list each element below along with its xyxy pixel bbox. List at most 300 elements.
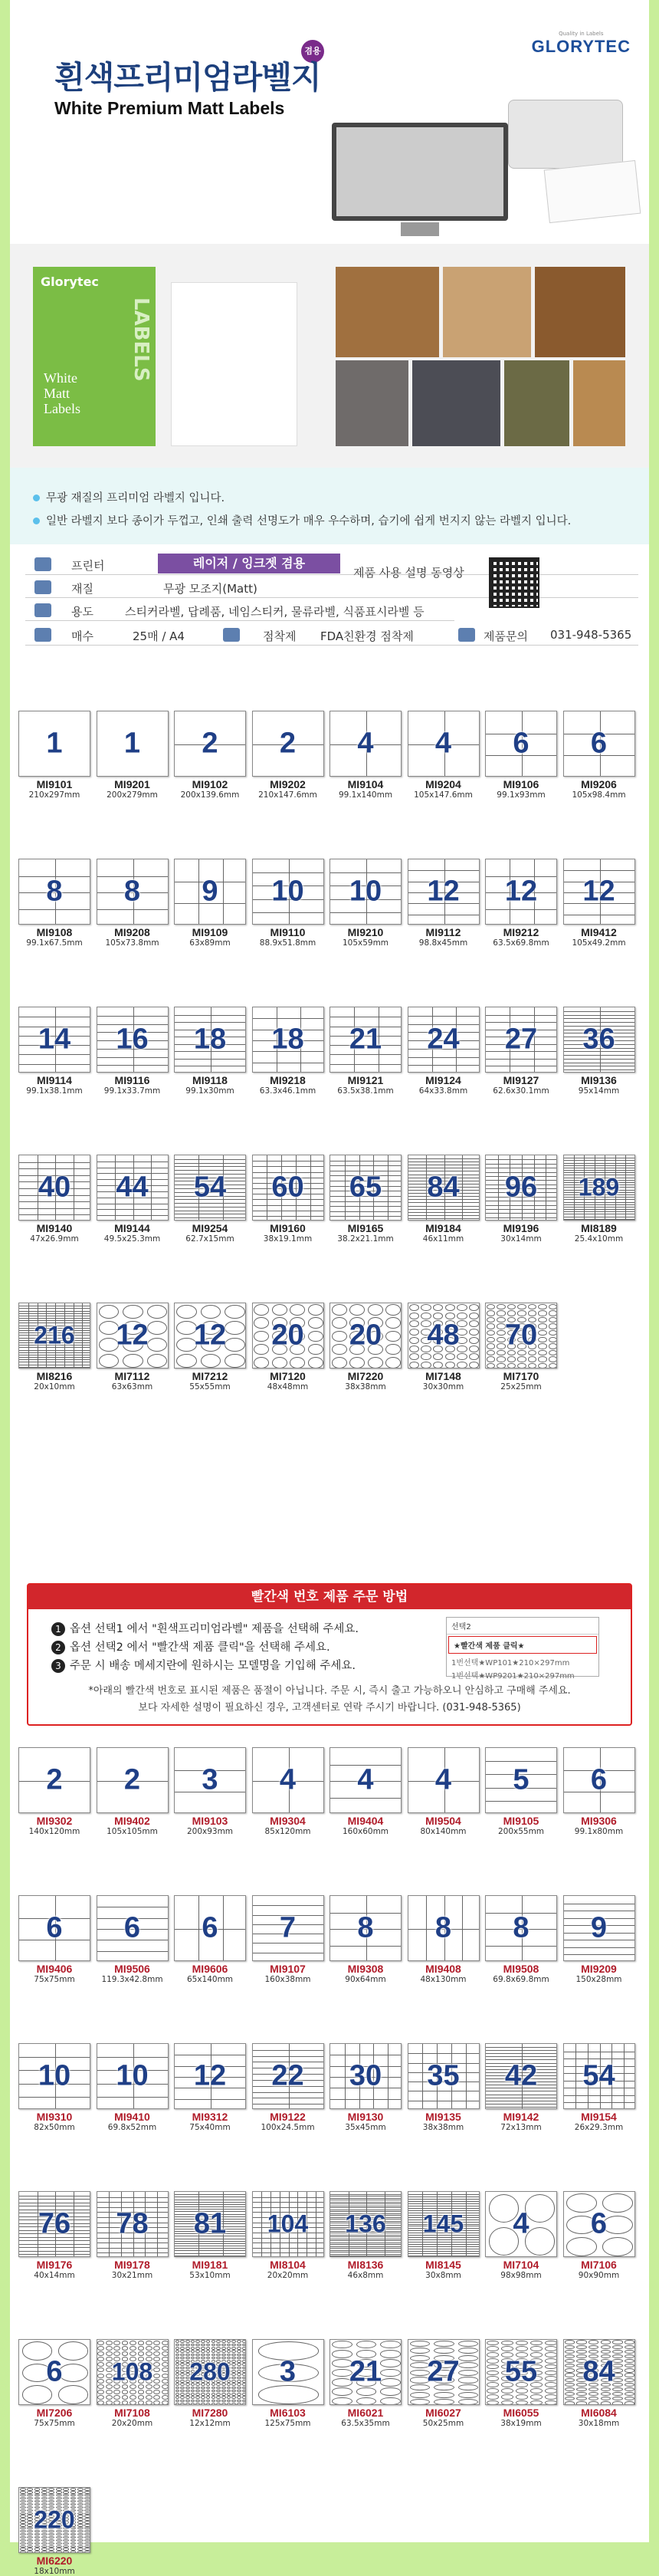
- label-circle: [227, 2354, 231, 2357]
- brand-tagline: Quality in Labels: [559, 31, 604, 37]
- label-count: 65: [349, 1171, 382, 1204]
- label-size: 100x24.5mm: [261, 2123, 315, 2132]
- label-sheet-preview: [97, 2339, 169, 2405]
- label-product[interactable]: [327, 1744, 404, 1836]
- label-circle: [237, 2354, 241, 2357]
- label-product[interactable]: [250, 856, 326, 948]
- label-circle: [528, 1356, 536, 1362]
- grid-line: [408, 1016, 480, 1017]
- label-circle: [487, 1304, 495, 1309]
- label-circle: [308, 1357, 323, 1368]
- page-frame: [10, 0, 649, 2576]
- label-product[interactable]: [94, 1300, 171, 1392]
- label-circle: [153, 2351, 160, 2356]
- label-circle: [206, 2350, 211, 2353]
- label-circle: [20, 2542, 26, 2545]
- label-circle: [84, 2536, 90, 2538]
- label-circle: [191, 2344, 195, 2347]
- label-circle: [130, 2395, 136, 2400]
- label-size: 69.8x52mm: [107, 2123, 157, 2132]
- label-circle: [20, 2545, 26, 2548]
- label-circle: [106, 2395, 113, 2400]
- label-circle: [227, 2390, 231, 2393]
- label-circle: [409, 1362, 419, 1368]
- grid-line: [486, 1801, 557, 1802]
- label-circle: [41, 2548, 48, 2550]
- label-circle: [221, 2354, 226, 2357]
- label-size: 50x25mm: [422, 2419, 464, 2428]
- model-number: MI9204: [425, 778, 461, 790]
- label-product[interactable]: [250, 708, 326, 800]
- label-circle: [545, 2394, 557, 2400]
- label-product[interactable]: [561, 1004, 638, 1096]
- label-product[interactable]: [94, 2336, 171, 2428]
- label-product[interactable]: [561, 1744, 638, 1836]
- label-sheet-preview: [252, 1895, 324, 1961]
- label-product[interactable]: [250, 2188, 326, 2280]
- spec-label: 매수: [71, 629, 93, 643]
- label-circle: [106, 2390, 113, 2394]
- label-product[interactable]: [483, 1004, 559, 1096]
- label-sheet-preview: [408, 2191, 480, 2257]
- label-count: 4: [434, 727, 452, 760]
- label-circle: [445, 1304, 455, 1311]
- label-product[interactable]: [172, 1892, 248, 1984]
- label-circle: [195, 2393, 200, 2396]
- label-product[interactable]: [561, 1892, 638, 1984]
- label-count: 280: [189, 2358, 231, 2386]
- label-circle: [27, 2542, 33, 2545]
- label-circle: [84, 2545, 90, 2548]
- printer-image: [508, 100, 623, 169]
- option-select-demo: [446, 1617, 599, 1681]
- label-count: 3: [202, 1763, 218, 1796]
- label-circle: [180, 2354, 185, 2357]
- label-circle: [175, 2350, 180, 2353]
- model-number: MI9402: [114, 1815, 150, 1827]
- label-circle: [601, 2392, 611, 2396]
- model-number: MI9122: [270, 2111, 306, 2123]
- label-product[interactable]: [250, 1152, 326, 1244]
- label-product[interactable]: [172, 1300, 248, 1392]
- label-product[interactable]: [250, 2336, 326, 2428]
- label-circle: [20, 2539, 26, 2542]
- label-count: 6: [46, 2355, 63, 2388]
- label-product[interactable]: [172, 1152, 248, 1244]
- label-product[interactable]: [327, 1004, 404, 1096]
- label-circle: [162, 2390, 169, 2394]
- label-circle: [70, 2548, 77, 2550]
- grid-line: [253, 1905, 324, 1906]
- label-product[interactable]: [16, 708, 93, 800]
- label-product[interactable]: [561, 2336, 638, 2428]
- label-size: 75x75mm: [34, 1975, 75, 1984]
- label-sheet-preview: [485, 859, 557, 925]
- label-circle: [191, 2387, 195, 2390]
- label-product[interactable]: [172, 708, 248, 800]
- label-product[interactable]: [16, 2336, 93, 2428]
- model-number: MI9202: [270, 778, 306, 790]
- label-circle: [27, 2494, 33, 2496]
- label-product[interactable]: [327, 1152, 404, 1244]
- label-sheet-preview: [408, 1303, 480, 1368]
- label-sheet-preview: [252, 711, 324, 777]
- label-product[interactable]: [172, 2336, 248, 2428]
- grid-line: [330, 1216, 402, 1217]
- label-circle: [421, 1313, 431, 1319]
- label-product[interactable]: [561, 1152, 638, 1244]
- label-product[interactable]: [405, 2336, 482, 2428]
- label-circle: [122, 2346, 129, 2351]
- label-product[interactable]: [250, 1004, 326, 1096]
- label-count: 104: [267, 2210, 309, 2238]
- label-circle: [589, 2401, 598, 2405]
- label-circle: [113, 2346, 120, 2351]
- model-number: MI7148: [425, 1370, 461, 1382]
- label-circle: [153, 2346, 160, 2351]
- grid-line: [408, 2201, 480, 2202]
- label-product[interactable]: [250, 2040, 326, 2132]
- label-product[interactable]: [327, 2336, 404, 2428]
- label-sheet-preview: [18, 2487, 90, 2553]
- grid-line: [486, 1761, 557, 1762]
- label-circle: [332, 2397, 352, 2405]
- label-circle: [175, 2387, 180, 2390]
- label-size: 47x26.9mm: [30, 1234, 79, 1244]
- label-circle: [185, 2400, 190, 2403]
- label-circle: [77, 2539, 84, 2542]
- label-circle: [180, 2387, 185, 2390]
- label-circle: [122, 2390, 129, 2394]
- label-count: 4: [513, 2207, 529, 2240]
- label-count: 18: [193, 1023, 227, 1056]
- label-circle: [349, 1357, 365, 1368]
- label-circle: [237, 2390, 241, 2393]
- label-sheet-preview: [18, 859, 90, 925]
- label-product[interactable]: [16, 2484, 93, 2576]
- label-count: 27: [427, 2355, 460, 2388]
- label-circle: [113, 2341, 120, 2345]
- label-size: 105x59mm: [342, 938, 389, 948]
- label-product[interactable]: [405, 1300, 482, 1392]
- label-count: 145: [422, 2210, 464, 2238]
- label-circle: [191, 2347, 195, 2350]
- label-product[interactable]: [327, 2188, 404, 2280]
- label-product[interactable]: [327, 708, 404, 800]
- spec-label: 재질: [71, 582, 93, 596]
- label-circle: [227, 2393, 231, 2396]
- model-number: MI9121: [347, 1074, 384, 1086]
- label-circle: [445, 1313, 455, 1319]
- label-circle: [625, 2397, 634, 2400]
- label-circle: [409, 1353, 419, 1360]
- label-circle: [538, 1356, 546, 1362]
- label-circle: [99, 1305, 120, 1319]
- product-photos: [10, 244, 649, 468]
- label-circle: [191, 2340, 195, 2343]
- label-count: 8: [513, 1911, 529, 1944]
- grid-line: [175, 1159, 246, 1160]
- label-sheet-preview: [18, 1155, 90, 1221]
- label-product[interactable]: [16, 1152, 93, 1244]
- label-circle: [185, 2387, 190, 2390]
- label-product[interactable]: [172, 2188, 248, 2280]
- label-sheet-preview: [330, 1895, 402, 1961]
- label-sheet-preview: [563, 2043, 635, 2109]
- label-product[interactable]: [327, 1300, 404, 1392]
- model-number: MI9104: [347, 778, 384, 790]
- label-sheet-preview: [485, 1155, 557, 1221]
- spec-value: FDA친환경 점착제: [320, 629, 414, 643]
- label-circle: [27, 2548, 33, 2550]
- label-circle: [162, 2351, 169, 2356]
- label-product[interactable]: [172, 1004, 248, 1096]
- model-number: MI7206: [36, 2407, 73, 2419]
- label-circle: [175, 2403, 180, 2405]
- label-circle: [221, 2393, 226, 2396]
- label-sheet-preview: [563, 711, 635, 777]
- grid-line: [486, 1015, 557, 1016]
- label-product[interactable]: [172, 2040, 248, 2132]
- label-circle: [113, 2351, 120, 2356]
- label-circle: [41, 2536, 48, 2538]
- model-number: MI9108: [36, 926, 73, 938]
- label-circle: [380, 2397, 401, 2405]
- label-product[interactable]: [94, 2040, 171, 2132]
- label-product[interactable]: [483, 708, 559, 800]
- label-product[interactable]: [405, 1152, 482, 1244]
- label-count: 5: [513, 1763, 529, 1796]
- model-number: MI9254: [192, 1222, 228, 1234]
- model-number: MI9144: [114, 1222, 150, 1234]
- photo-container: [412, 360, 500, 446]
- label-product[interactable]: [250, 1744, 326, 1836]
- label-product[interactable]: [483, 2188, 559, 2280]
- photo-box-label: [443, 267, 531, 357]
- label-circle: [180, 2390, 185, 2393]
- model-number: MI9160: [270, 1222, 306, 1234]
- model-number: MI9136: [581, 1074, 617, 1086]
- label-circle: [201, 1354, 221, 1368]
- label-product[interactable]: [405, 856, 482, 948]
- label-circle: [185, 2347, 190, 2350]
- label-product[interactable]: [483, 1744, 559, 1836]
- label-circle: [162, 2395, 169, 2400]
- model-number: MI7120: [270, 1370, 306, 1382]
- label-sheet-preview: [330, 711, 402, 777]
- label-circle: [138, 2400, 145, 2405]
- label-product[interactable]: [405, 1004, 482, 1096]
- label-circle: [356, 2387, 377, 2395]
- label-circle: [538, 1304, 546, 1309]
- label-circle: [516, 2346, 528, 2351]
- label-size: 40x14mm: [34, 2271, 75, 2280]
- photo-bottles: [336, 267, 439, 357]
- label-sheet-preview: [18, 1895, 90, 1961]
- label-size: 95x14mm: [578, 1086, 620, 1096]
- label-circle: [56, 2500, 62, 2502]
- label-circle: [48, 2494, 54, 2496]
- label-product[interactable]: [94, 1892, 171, 1984]
- label-circle: [77, 2500, 84, 2502]
- label-product[interactable]: [405, 2188, 482, 2280]
- label-product[interactable]: [327, 1892, 404, 1984]
- label-circle: [528, 1304, 536, 1309]
- label-circle: [175, 2396, 180, 2399]
- label-product[interactable]: [327, 2040, 404, 2132]
- qr-code-icon[interactable]: [489, 557, 539, 608]
- label-circle: [63, 2500, 69, 2502]
- label-circle: [612, 2345, 622, 2349]
- label-circle: [77, 2545, 84, 2548]
- label-product[interactable]: [172, 856, 248, 948]
- label-product[interactable]: [16, 1892, 93, 1984]
- label-circle: [601, 2401, 611, 2405]
- grid-line: [408, 2246, 480, 2247]
- label-product[interactable]: [561, 708, 638, 800]
- model-number: MI7170: [503, 1370, 539, 1382]
- label-product[interactable]: [94, 856, 171, 948]
- label-circle: [122, 2341, 129, 2345]
- label-product[interactable]: [561, 2188, 638, 2280]
- label-circle: [457, 1313, 467, 1319]
- label-product[interactable]: [94, 1744, 171, 1836]
- package-image: [33, 267, 156, 446]
- label-count: 4: [357, 1763, 374, 1796]
- label-product[interactable]: [483, 856, 559, 948]
- label-sheet-preview: [330, 2191, 402, 2257]
- note-line: 일반 라벨지 보다 종이가 두껍고, 인쇄 출력 선명도가 매우 우수하며, 습기에 쉽게 번지지 않는 라벨지 입니다.: [33, 512, 571, 528]
- label-circle: [589, 2397, 598, 2400]
- label-product[interactable]: [561, 2040, 638, 2132]
- label-product[interactable]: [483, 1152, 559, 1244]
- label-product[interactable]: [483, 1300, 559, 1392]
- grid-line: [175, 2196, 246, 2197]
- label-size: 210x297mm: [28, 790, 80, 800]
- label-product[interactable]: [16, 1004, 93, 1096]
- label-product[interactable]: [405, 1892, 482, 1984]
- label-circle: [70, 2488, 77, 2490]
- label-count: 12: [193, 1319, 227, 1352]
- label-size: 30x14mm: [500, 1234, 542, 1244]
- label-count: 6: [123, 1911, 141, 1944]
- model-number: MI9127: [503, 1074, 539, 1086]
- label-circle: [153, 2390, 160, 2394]
- label-product[interactable]: [327, 856, 404, 948]
- label-product[interactable]: [16, 2188, 93, 2280]
- label-product[interactable]: [250, 1892, 326, 1984]
- label-product[interactable]: [16, 2040, 93, 2132]
- label-product[interactable]: [94, 2188, 171, 2280]
- label-product[interactable]: [94, 708, 171, 800]
- label-circle: [84, 2539, 90, 2542]
- label-product[interactable]: [405, 1744, 482, 1836]
- label-circle: [206, 2396, 211, 2399]
- label-product[interactable]: [483, 1892, 559, 1984]
- label-product[interactable]: [250, 1300, 326, 1392]
- label-circle: [41, 2497, 48, 2499]
- label-count: 12: [193, 2059, 227, 2092]
- label-product[interactable]: [405, 708, 482, 800]
- model-number: MI9306: [581, 1815, 617, 1827]
- label-circle: [211, 2396, 216, 2399]
- label-circle: [458, 2399, 479, 2405]
- grid-line: [330, 1206, 402, 1207]
- grid-line: [408, 2244, 480, 2245]
- label-sheet-preview: [563, 1747, 635, 1813]
- label-sheet-preview: [174, 1007, 246, 1073]
- label-product[interactable]: [16, 1300, 93, 1392]
- label-circle: [191, 2390, 195, 2393]
- label-product[interactable]: [16, 856, 93, 948]
- label-circle: [84, 2500, 90, 2502]
- label-count: 6: [590, 2207, 608, 2240]
- label-product[interactable]: [172, 1744, 248, 1836]
- label-product[interactable]: [94, 1152, 171, 1244]
- label-circle: [191, 2400, 195, 2403]
- label-sheet-preview: [18, 1747, 90, 1813]
- model-number: MI6055: [503, 2407, 539, 2419]
- select-option: 1번선택★WP101★210×297mm: [451, 1659, 570, 1668]
- label-circle: [34, 2542, 41, 2545]
- label-size: 105x105mm: [107, 1827, 158, 1836]
- label-size: 99.1x93mm: [497, 790, 546, 800]
- spec-row-printer: [25, 554, 638, 575]
- label-sheet-preview: [174, 711, 246, 777]
- label-product[interactable]: [483, 2040, 559, 2132]
- pencil-icon: [34, 580, 51, 594]
- label-product[interactable]: [561, 856, 638, 948]
- label-sheet-preview: [563, 859, 635, 925]
- grid-line: [408, 2053, 480, 2054]
- label-product[interactable]: [94, 1004, 171, 1096]
- label-circle: [201, 2344, 205, 2347]
- label-product[interactable]: [483, 2336, 559, 2428]
- label-circle: [221, 2387, 226, 2390]
- model-number: MI9112: [425, 926, 461, 938]
- label-circle: [507, 1304, 516, 1309]
- label-circle: [545, 2400, 557, 2405]
- model-number: MI9118: [192, 1074, 228, 1086]
- grid-line: [564, 1947, 635, 1948]
- grid-line: [330, 1165, 402, 1166]
- model-number: MI7104: [503, 2259, 539, 2271]
- label-circle: [175, 2347, 180, 2350]
- label-circle: [410, 2341, 431, 2347]
- hero-banner: [10, 0, 649, 244]
- label-circle: [191, 2350, 195, 2353]
- label-circle: [84, 2491, 90, 2493]
- label-product[interactable]: [405, 2040, 482, 2132]
- brand-logo: [532, 31, 631, 57]
- label-circle: [625, 2350, 634, 2354]
- label-circle: [231, 2354, 236, 2357]
- label-circle: [231, 2403, 236, 2405]
- model-number: MI9114: [37, 1074, 72, 1086]
- label-circle: [216, 2400, 221, 2403]
- label-circle: [211, 2393, 216, 2396]
- order-title: 빨간색 번호 제품 주문 방법: [28, 1585, 631, 1609]
- label-product[interactable]: [16, 1744, 93, 1836]
- grid-line: [408, 1065, 480, 1066]
- label-circle: [99, 1354, 120, 1368]
- label-size: 200x93mm: [186, 1827, 234, 1836]
- label-sheet-preview: [97, 2191, 169, 2257]
- label-circle: [227, 2387, 231, 2390]
- label-count: 2: [123, 1763, 141, 1796]
- label-circle: [625, 2345, 634, 2349]
- label-circle: [380, 2341, 401, 2348]
